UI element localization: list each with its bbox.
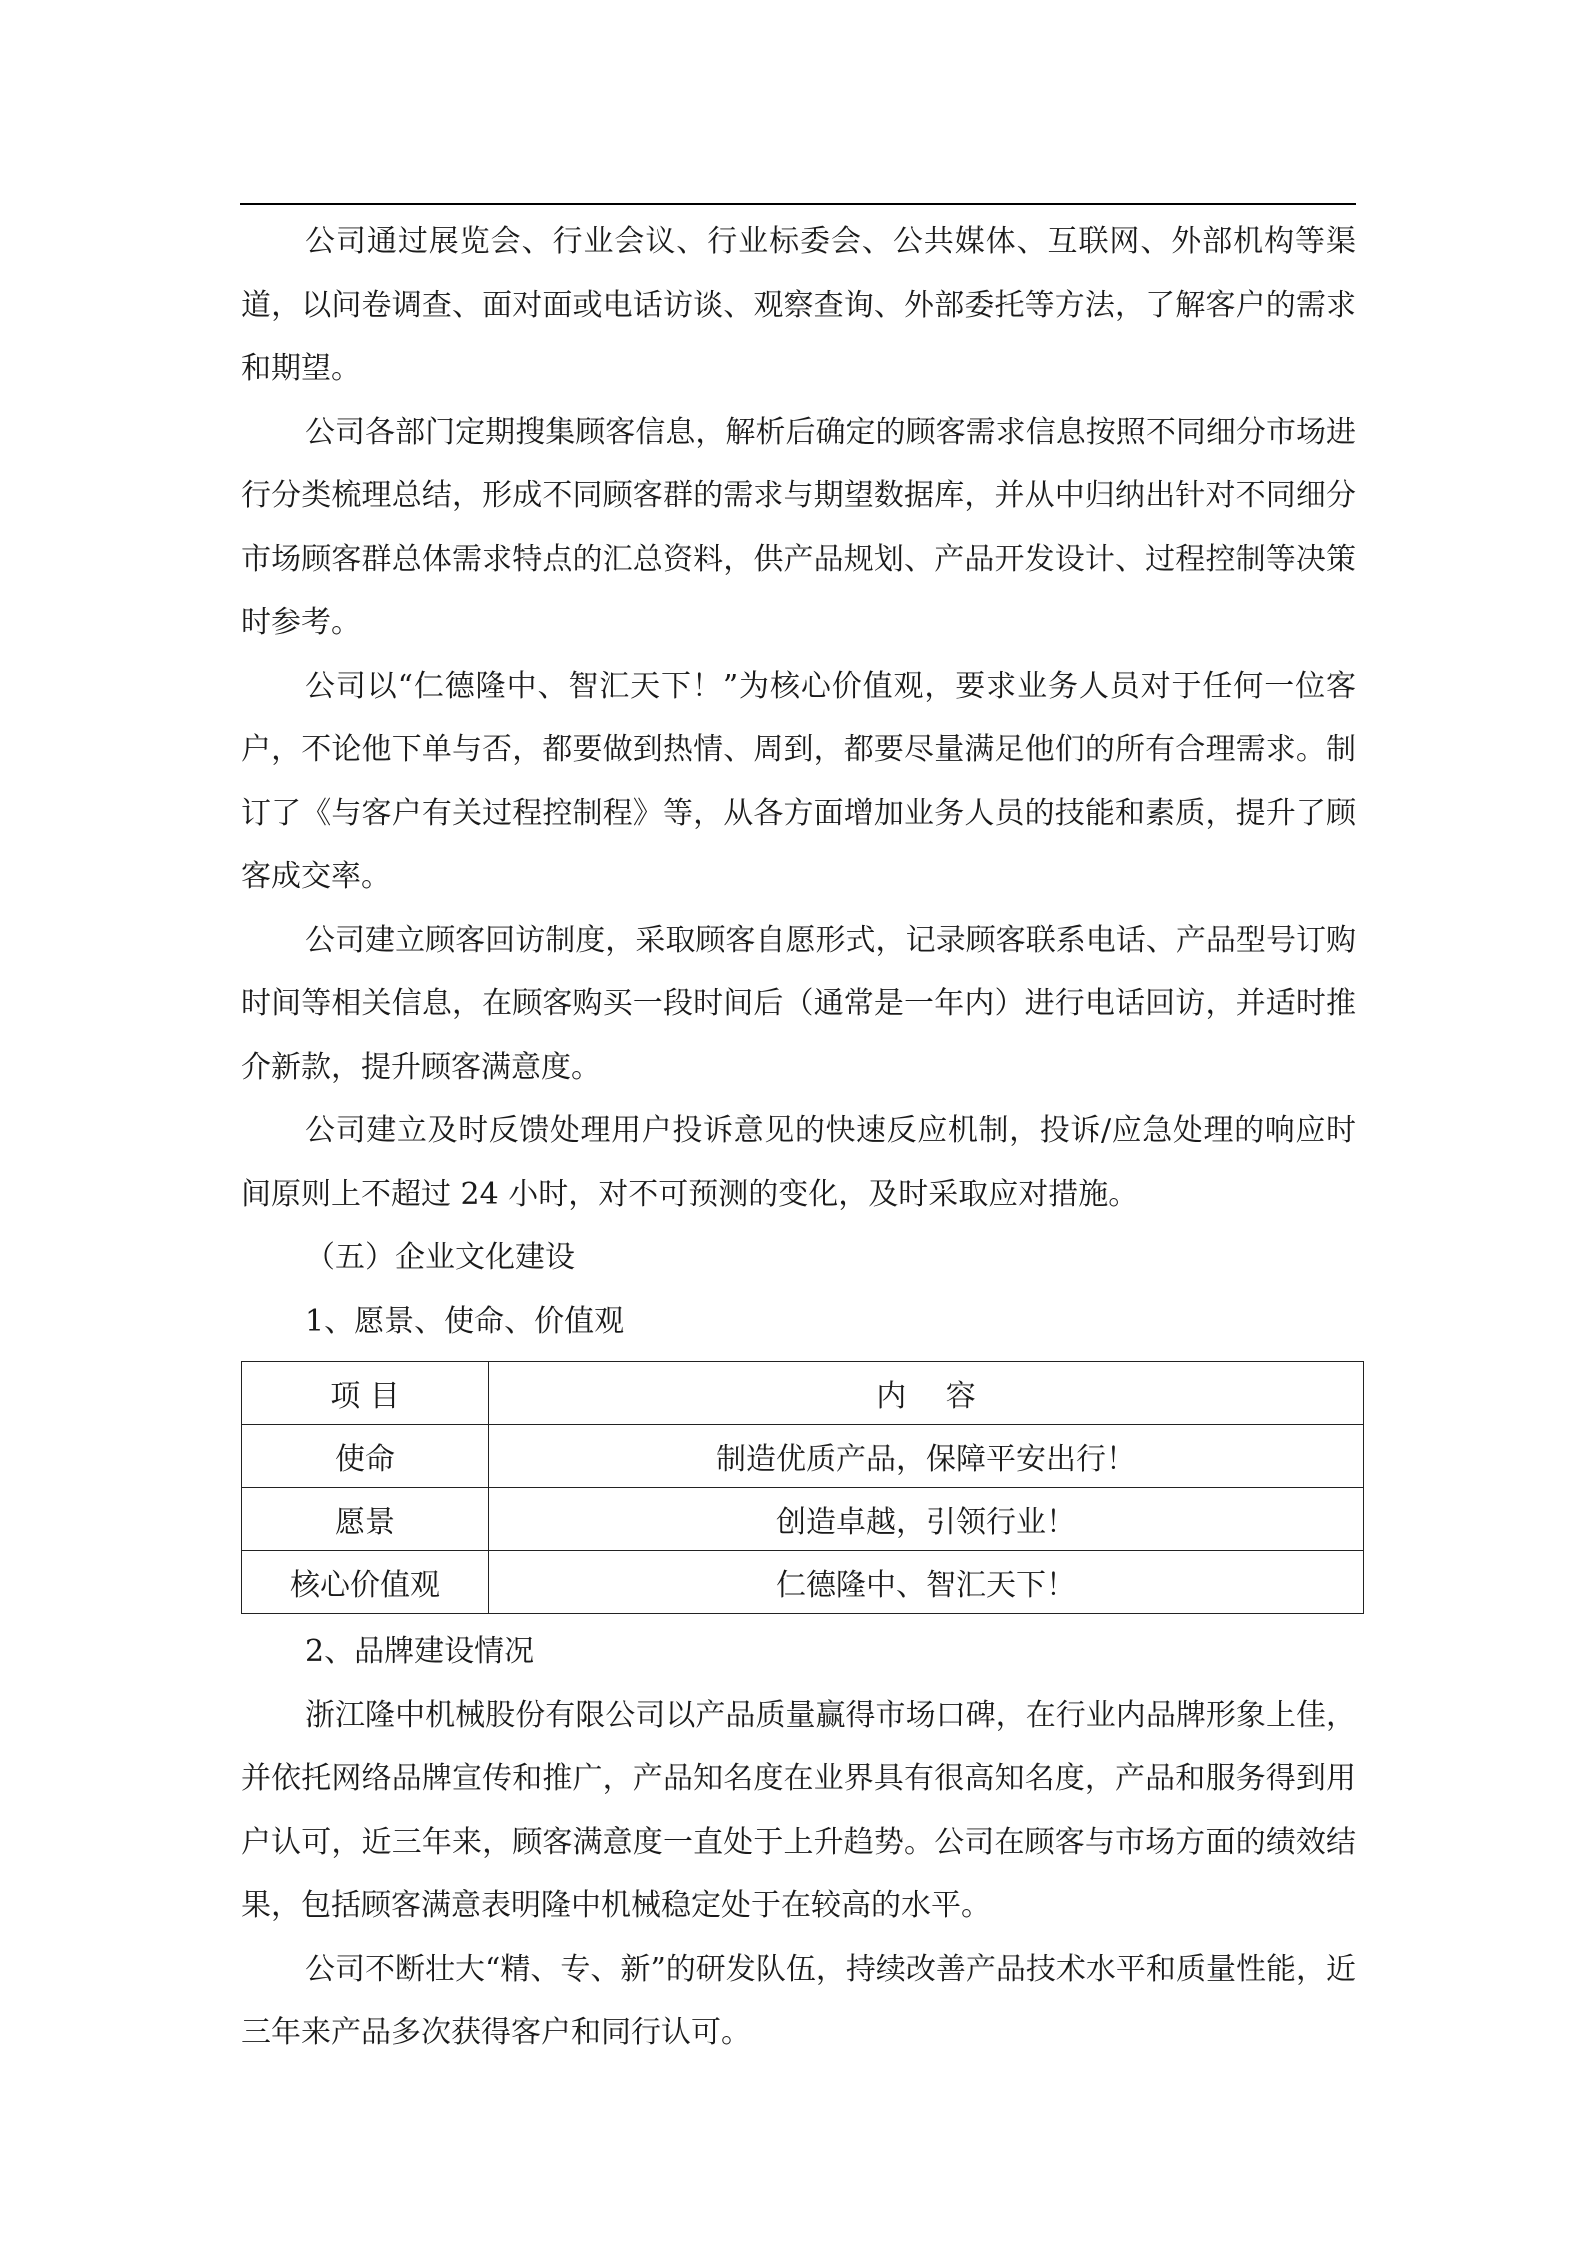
table-header-row [242,1362,1364,1425]
sub-heading-vision: 1、愿景、使命、价值观 [305,1303,625,1339]
paragraph-return-visit: 公司建立顾客回访制度，采取顾客自愿形式，记录顾客联系电话、产品型号订购时间等相关信息，在顾客购买一段时间后（通常是一年内）进行电话回访，并适时推介新款，提升顾客满意度。 [241,922,1356,1085]
table-row [242,1425,1364,1488]
table-cell-item: 核心价值观 [242,1551,489,1614]
table-header-content: 内 容 [489,1362,1364,1425]
table-cell-item: 使命 [242,1425,489,1488]
paragraph-core-values: 公司以“仁德隆中、智汇天下！”为核心价值观，要求业务人员对于任何一位客户，不论他下单与否，都要做到热情、周到，都要尽量满足他们的所有合理需求。制订了《与客户有关过程控制程》等，从各方面增加业务人员的技能和素质，提升了顾客成交率。 [241,668,1356,894]
paragraph-rnd-team: 公司不断壮大“精、专、新”的研发队伍，持续改善产品技术水平和质量性能，近三年来产品多次获得客户和同行认可。 [241,1951,1356,2050]
paragraph-brand: 浙江隆中机械股份有限公司以产品质量赢得市场口碑，在行业内品牌形象上佳，并依托网络品牌宣传和推广，产品知名度在业界具有很高知名度，产品和服务得到用户认可，近三年来，顾客满意度一直处于上升趋势。公司在顾客与市场方面的绩效结果，包括顾客满意表明隆中机械稳定处于在较高的水平。 [241,1697,1356,1923]
section-heading: （五）企业文化建设 [305,1240,575,1275]
table-cell-item: 愿景 [242,1488,489,1551]
table-row [242,1551,1364,1614]
table-row [242,1488,1364,1551]
paragraph-customer-info: 公司各部门定期搜集顾客信息，解析后确定的顾客需求信息按照不同细分市场进行分类梳理总结，形成不同顾客群的需求与期望数据库，并从中归纳出针对不同细分市场顾客群总体需求特点的汇总资料，供产品规划、产品开发设计、过程控制等决策时参考。 [241,414,1356,640]
table-cell-content: 仁德隆中、智汇天下！ [489,1551,1364,1614]
table-header-item: 项 目 [242,1362,489,1425]
values-table [241,1361,1364,1614]
document-body [241,210,1356,2065]
paragraph-customer-survey: 公司通过展览会、行业会议、行业标委会、公共媒体、互联网、外部机构等渠道，以问卷调查、面对面或电话访谈、观察查询、外部委托等方法，了解客户的需求和期望。 [241,224,1356,386]
table-cell-content: 创造卓越，引领行业！ [489,1488,1364,1551]
paragraph-complaint-response: 公司建立及时反馈处理用户投诉意见的快速反应机制，投诉/应急处理的响应时间原则上不超过 24 小时，对不可预测的变化，及时采取应对措施。 [241,1113,1356,1212]
sub-heading-brand: 2、品牌建设情况 [305,1634,535,1669]
table-cell-content: 制造优质产品，保障平安出行！ [489,1425,1364,1488]
header-rule [240,203,1356,205]
